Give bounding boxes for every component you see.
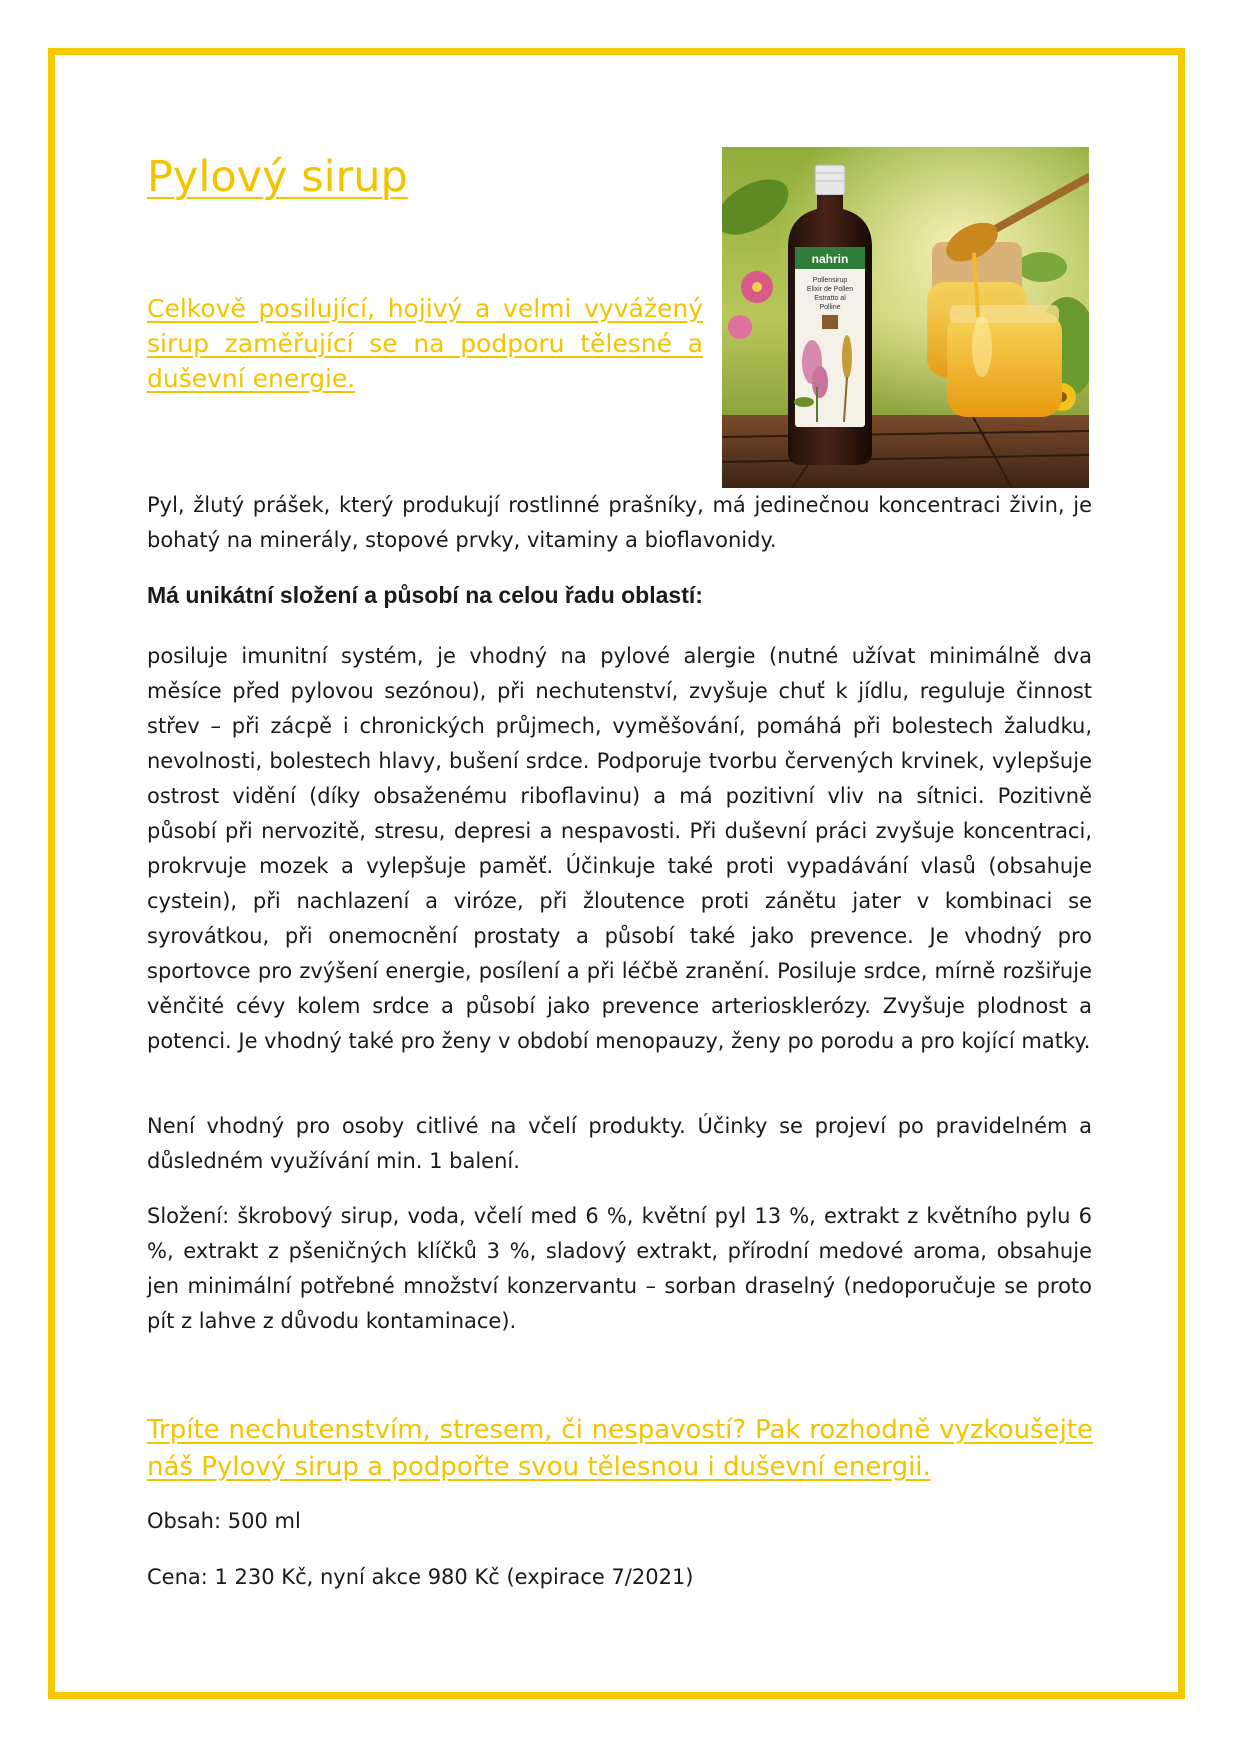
bottle-label-line-4: Polline [819, 304, 841, 311]
bottle-label-line-1: Pollensirup [812, 277, 848, 284]
bottle-brand: nahrin [811, 252, 849, 266]
price: Cena: 1 230 Kč, nyní akce 980 Kč (expirace 7/2021) [147, 1565, 694, 1589]
product-image [722, 147, 1089, 488]
benefits-paragraph: posiluje imunitní systém, je vhodný na pylové alergie (nutné užívat minimálně dva měsíce před pylovou sezónou), při nechutenství, zvyšuje chuť k jídlu, reguluje činnost střev – při zácpě i chronických průjmech, vyměšování, pomáhá při bolestech žaludku, nevolnosti, bolestech hlavy, bušení srdce. Podporuje tvorbu červených krvinek, vylepšuje ostrost vidění (díky obsaženému riboflavinu) a má pozitivní vliv na sítnici. Pozitivně působí při nervozitě, stresu, depresi a nespavosti. Při duševní práci zvyšuje koncentraci, prokrvuje mozek a vylepšuje paměť. Účinkuje také proti vypadávání vlasů (obsahuje cystein), při nachlazení a viróze, při žloutence proti zánětu jater v kombinaci se syrovátkou, při onemocnění prostaty a působí také jako prevence. Je vhodný pro sportovce pro zvýšení energie, posílení a při léčbě zranění. Posiluje srdce, mírně rozšiřuje věnčité cévy kolem srdce a působí jako prevence arteriosklerózy. Zvyšuje plodnost a potenci. Je vhodný také pro ženy v období menopauzy, ženy po porodu a pro kojící matky. [147, 644, 1092, 1053]
warning-paragraph: Není vhodný pro osoby citlivé na včelí produkty. Účinky se projeví po pravidelném a důsledném využívání min. 1 balení. [147, 1114, 1092, 1173]
intro-paragraph: Pyl, žlutý prášek, který produkují rostlinné prašníky, má jedinečnou koncentraci živin, je bohatý na minerály, stopové prvky, vitaminy a bioflavonidy. [147, 493, 1092, 552]
bottle-label-line-2: Elixir de Pollen [806, 286, 854, 293]
cta-paragraph: Trpíte nechutenstvím, stresem, či nespavostí? Pak rozhodně vyzkoušejte náš Pylový sirup a podpořte svou tělesnou i duševní energii. [147, 1415, 1093, 1482]
composition-paragraph: Složení: škrobový sirup, voda, včelí med 6 %, květní pyl 13 %, extrakt z květního pylu 6 %, extrakt z pšeničných klíčků 3 %, sladový extrakt, přírodní medové aroma, obsahuje jen minimální potřebné množství konzervantu – sorban draselný (nedoporučuje se proto pít z lahve z důvodu kontaminace). [147, 1204, 1092, 1333]
bottle-label-line-3: Estratto al [814, 295, 846, 302]
page-title: Pylový sirup [147, 152, 408, 202]
section-heading: Má unikátní složení a působí na celou řadu oblastí: [147, 582, 703, 608]
content-volume: Obsah: 500 ml [147, 1509, 301, 1533]
subtitle: Celkově posilující, hojivý a velmi vyvážený sirup zaměřující se na podporu tělesné a duševní energie. [147, 294, 703, 393]
